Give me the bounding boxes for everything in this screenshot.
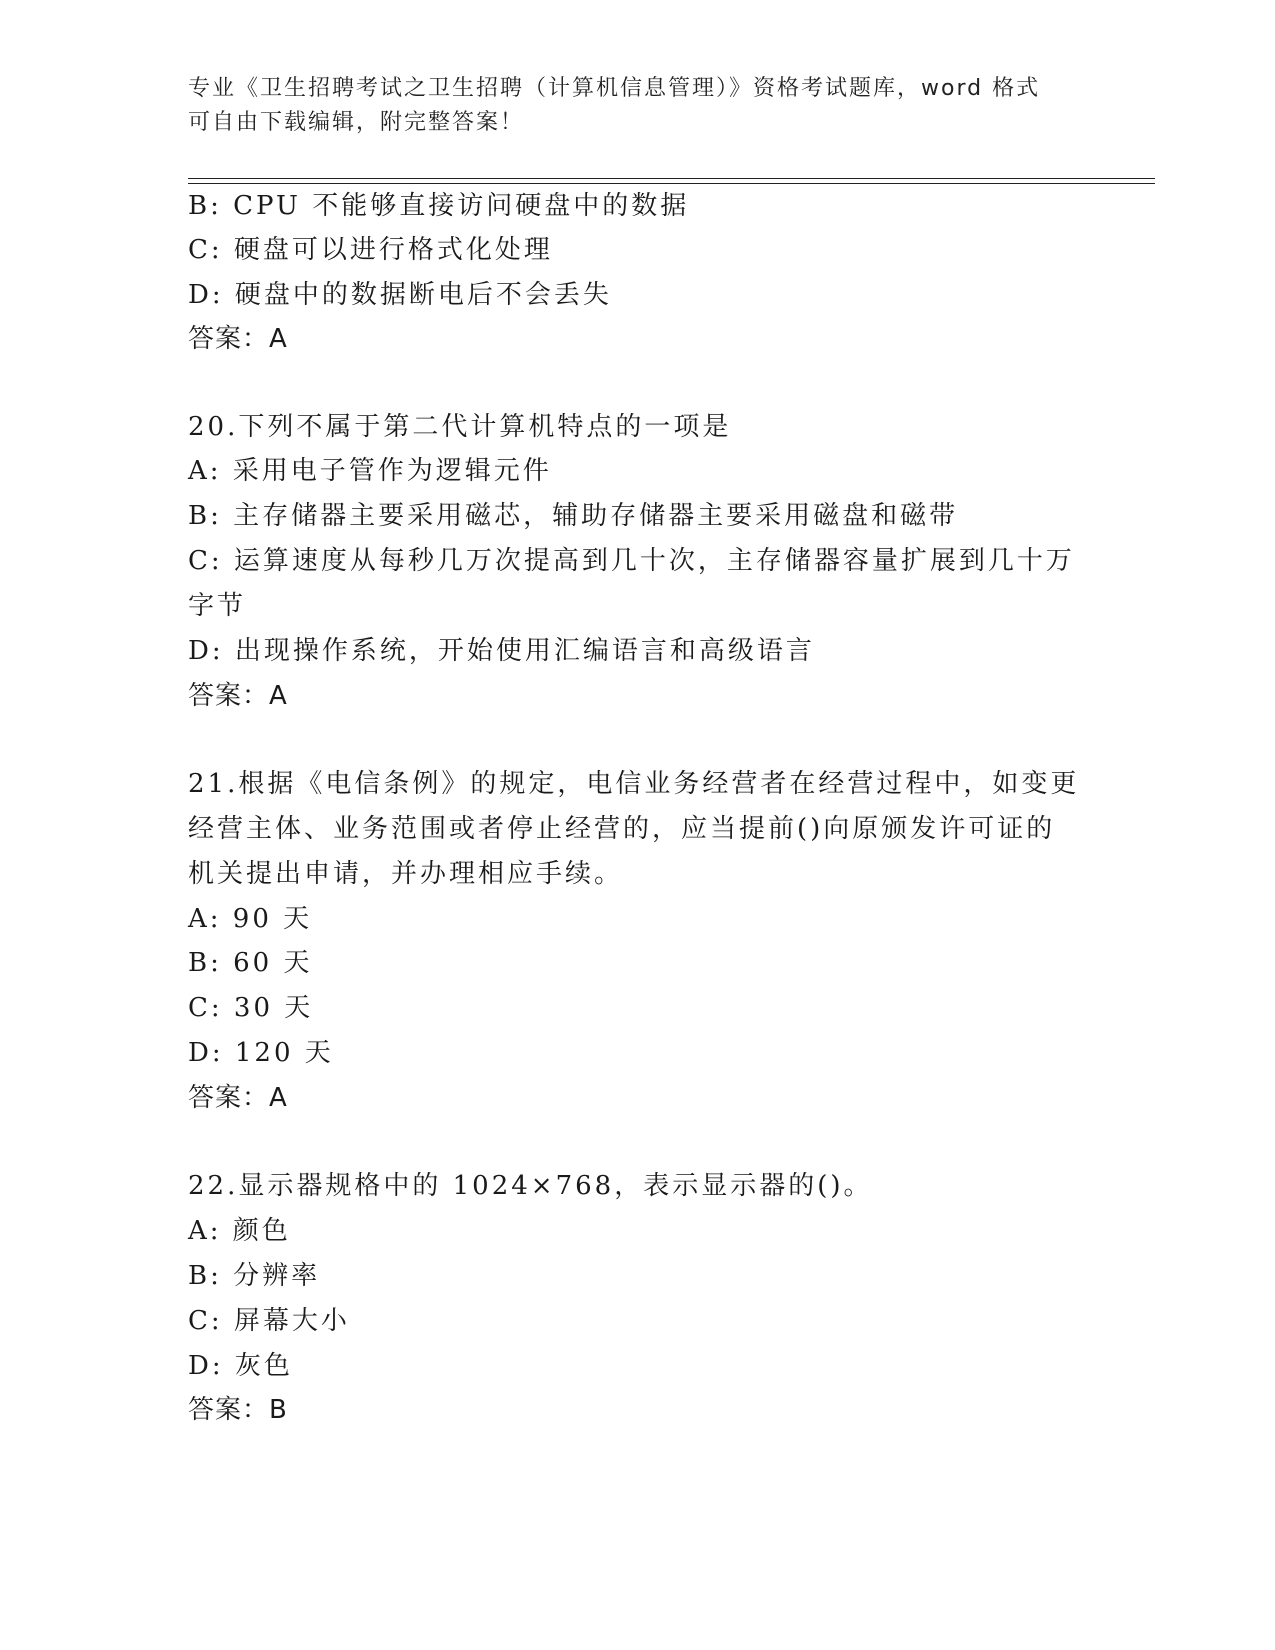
q21-option-a: A: 90 天 xyxy=(188,904,313,934)
q21-stem-line1: 21.根据《电信条例》的规定，电信业务经营者在经营过程中，如变更 xyxy=(188,769,1080,799)
header-divider-bottom xyxy=(188,183,1155,184)
header-divider-top xyxy=(188,178,1155,179)
q22-option-b: B: 分辨率 xyxy=(188,1261,321,1291)
q21-stem-line2: 经营主体、业务范围或者停止经营的，应当提前()向原颁发许可证的 xyxy=(188,814,1056,844)
q20-option-b: B: 主存储器主要采用磁芯，辅助存储器主要采用磁盘和磁带 xyxy=(188,501,959,531)
q19-option-b: B: CPU 不能够直接访问硬盘中的数据 xyxy=(188,191,690,221)
q19-option-c: C: 硬盘可以进行格式化处理 xyxy=(188,235,553,265)
q22-option-d: D: 灰色 xyxy=(188,1351,293,1381)
q20-stem: 20.下列不属于第二代计算机特点的一项是 xyxy=(188,412,732,442)
q22-option-a: A: 颜色 xyxy=(188,1216,291,1246)
q21-option-c: C: 30 天 xyxy=(188,993,314,1023)
q21-stem-line3: 机关提出申请，并办理相应手续。 xyxy=(188,859,624,889)
q22-stem: 22.显示器规格中的 1024×768，表示显示器的()。 xyxy=(188,1171,873,1201)
q21-answer: 答案：A xyxy=(188,1083,288,1113)
q19-option-d: D: 硬盘中的数据断电后不会丢失 xyxy=(188,280,612,310)
header-line-2: 可自由下载编辑，附完整答案！ xyxy=(188,110,525,135)
q22-option-c: C: 屏幕大小 xyxy=(188,1306,350,1336)
header-line-1: 专业《卫生招聘考试之卫生招聘（计算机信息管理）》资格考试题库，word 格式 xyxy=(188,76,1041,101)
q20-answer: 答案：A xyxy=(188,681,288,711)
q19-answer: 答案：A xyxy=(188,324,288,354)
q21-option-b: B: 60 天 xyxy=(188,948,313,978)
q20-option-a: A: 采用电子管作为逻辑元件 xyxy=(188,456,552,486)
q20-option-c-line2: 字节 xyxy=(188,591,247,621)
q21-option-d: D: 120 天 xyxy=(188,1038,334,1068)
q20-option-d: D: 出现操作系统，开始使用汇编语言和高级语言 xyxy=(188,636,815,666)
q22-answer: 答案：B xyxy=(188,1395,288,1425)
document-header xyxy=(188,72,1088,140)
q20-option-c-line1: C: 运算速度从每秒几万次提高到几十次，主存储器容量扩展到几十万 xyxy=(188,546,1075,576)
